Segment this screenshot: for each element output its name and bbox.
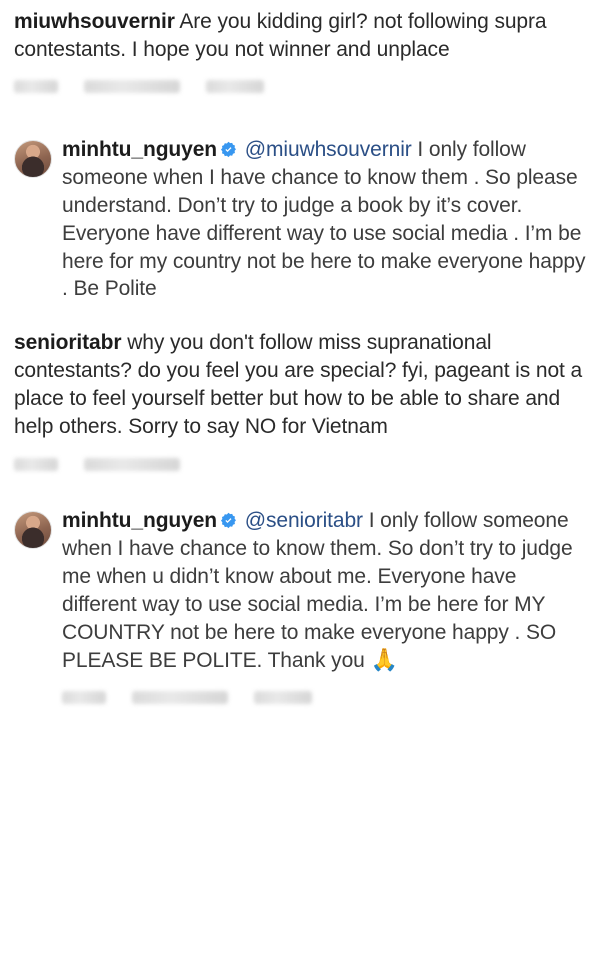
comment-meta-row [62, 691, 586, 705]
timestamp-blurred [14, 80, 58, 93]
timestamp-blurred [62, 691, 106, 704]
verified-badge-icon [220, 509, 237, 526]
comment-item[interactable] [14, 8, 586, 94]
comment-item[interactable] [14, 136, 586, 304]
comment-text: Are you kidding girl? not following supra contestants. I hope you not winner and unplace [14, 10, 547, 61]
comment-item[interactable] [14, 507, 586, 705]
comment-text-block [62, 136, 586, 304]
praying-hands-emoji: 🙏 [370, 646, 398, 672]
comment-item[interactable] [14, 329, 586, 471]
likes-blurred[interactable] [84, 80, 180, 93]
mention-link[interactable]: @senioritabr [244, 509, 363, 533]
comment-body [14, 329, 586, 471]
comment-body [62, 507, 586, 705]
comment-text-block [62, 507, 586, 675]
reply-button-blurred[interactable] [206, 80, 264, 93]
comment-username[interactable]: minhtu_nguyen [62, 509, 218, 533]
comment-text: I only follow someone when I have chance to know them. So don’t try to judge me when u didn’t know about me. Everyone have different way to use social media. I’m be here for MY COUNTRY not be here to make everyone happy . SO PLEASE BE POLITE. Thank you [62, 509, 573, 672]
mention-link[interactable]: @miuwhsouvernir [244, 137, 412, 161]
comment-username[interactable]: senioritabr [14, 331, 122, 355]
avatar[interactable] [14, 140, 52, 178]
comment-username[interactable]: miuwhsouvernir [14, 10, 175, 33]
comment-meta-row [14, 80, 586, 94]
reply-button-blurred[interactable] [254, 691, 312, 704]
comment-username[interactable]: minhtu_nguyen [62, 137, 218, 161]
avatar[interactable] [14, 511, 52, 549]
comment-text-block [14, 329, 586, 441]
spacer [14, 94, 586, 136]
comment-text-block [14, 8, 586, 64]
spacer [14, 303, 586, 329]
comment-text: why you don't follow miss supranational contestants? do you feel you are special? fyi, pageant is not a place to feel yourself better but how to be able to share and help others. Sorry to say NO for Vietnam [14, 331, 583, 439]
comment-meta-row [14, 457, 586, 471]
timestamp-blurred [14, 458, 58, 471]
verified-badge-icon [220, 138, 237, 155]
likes-blurred[interactable] [84, 458, 180, 471]
likes-blurred[interactable] [132, 691, 228, 704]
comment-body [62, 136, 586, 304]
spacer [14, 471, 586, 507]
comment-body [14, 8, 586, 94]
comment-text: I only follow someone when I have chance to know them . So please understand. Don’t try to judge a book by it’s cover. Everyone have different way to use social media . I’m be here for my country not be here to make everyone happy . Be Polite [62, 137, 586, 301]
